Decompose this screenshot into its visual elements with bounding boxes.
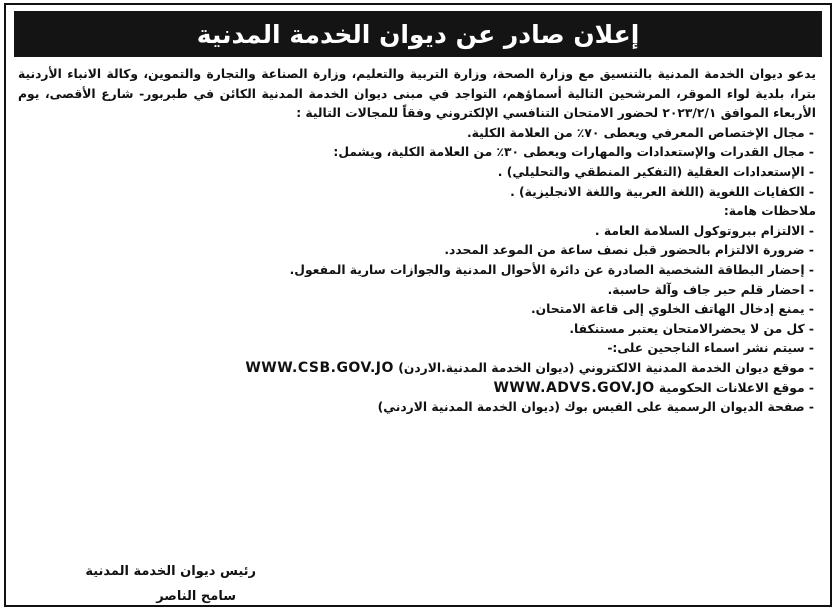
channel-text: - صفحة الديوان الرسمية على الفيس بوك (ديوان الخدمة المدنية الاردني)	[377, 400, 814, 415]
signature-role: رئيس ديوان الخدمة المدنية	[85, 564, 256, 579]
note-item: - احضار قلم حبر جاف وآلة حاسبة.	[607, 282, 814, 297]
notes-list	[18, 222, 816, 359]
announcement-title: إعلان صادر عن ديوان الخدمة المدنية	[14, 11, 822, 57]
exam-areas-list	[18, 124, 816, 202]
exam-area-item: - مجال الإختصاص المعرفي ويعطى ٧٠٪ من العلامة الكلية.	[467, 125, 814, 140]
note-item: - سيتم نشر اسماء الناجحين على:-	[607, 341, 814, 356]
notes-heading: ملاحظات هامة:	[723, 204, 816, 219]
exam-area-item: - الإستعدادات العقلية (التفكير المنطقي والتحليلي) .	[497, 164, 814, 179]
announcement-body	[6, 57, 830, 418]
signature-name: سامح الناصر	[156, 589, 236, 604]
channel-url: WWW.CSB.GOV.JO	[245, 359, 394, 376]
signature-block	[46, 559, 256, 609]
channel-item	[18, 379, 816, 399]
note-item: - ضرورة الالتزام بالحضور قبل نصف ساعة من الموعد المحدد.	[444, 243, 814, 258]
note-item: - كل من لا يحضرالامتحان يعتبر مستنكفا.	[569, 321, 814, 336]
note-item: - الالتزام ببروتوكول السلامة العامة .	[594, 223, 814, 238]
exam-area-item: - مجال القدرات والإستعدادات والمهارات ويعطى ٣٠٪ من العلامة الكلية، ويشمل:	[333, 145, 814, 160]
channel-url: WWW.ADVS.GOV.JO	[493, 379, 655, 396]
channel-item	[18, 398, 816, 418]
channel-text: - موقع ديوان الخدمة المدنية الالكتروني (ديوان الخدمة المدنية.الاردن)	[398, 360, 814, 375]
intro-paragraph: يدعو ديوان الخدمة المدنية بالتنسيق مع وزارة الصحة، وزارة التربية والتعليم، وزارة الصناعة والتجارة والتموين، وكالة الانباء الأردنية بترا، بلدية لواء الموقر، المرشحين التالية أسماؤهم، التواجد في مبنى ديوان الخدمة المدنية الكائن في طبربور- شارع الأقصى، يوم الأربعاء الموافق ٢٠٢٣/٢/١ لحضور الامتحان التنافسي الإلكتروني وفقاً للمجالات التالية :	[18, 67, 816, 121]
exam-area-item: - الكفايات اللغوية (اللغة العربية واللغة الانجليزية) .	[510, 184, 814, 199]
note-item: - إحضار البطاقة الشخصية الصادرة عن دائرة الأحوال المدنية والجوازات سارية المفعول.	[289, 262, 814, 277]
publication-channels-list	[18, 359, 816, 418]
note-item: - يمنع إدخال الهاتف الخلوي إلى قاعة الامتحان.	[530, 302, 814, 317]
channel-item	[18, 359, 816, 379]
announcement-page	[4, 3, 832, 607]
channel-text: - موقع الاعلانات الحكومية	[658, 380, 814, 395]
